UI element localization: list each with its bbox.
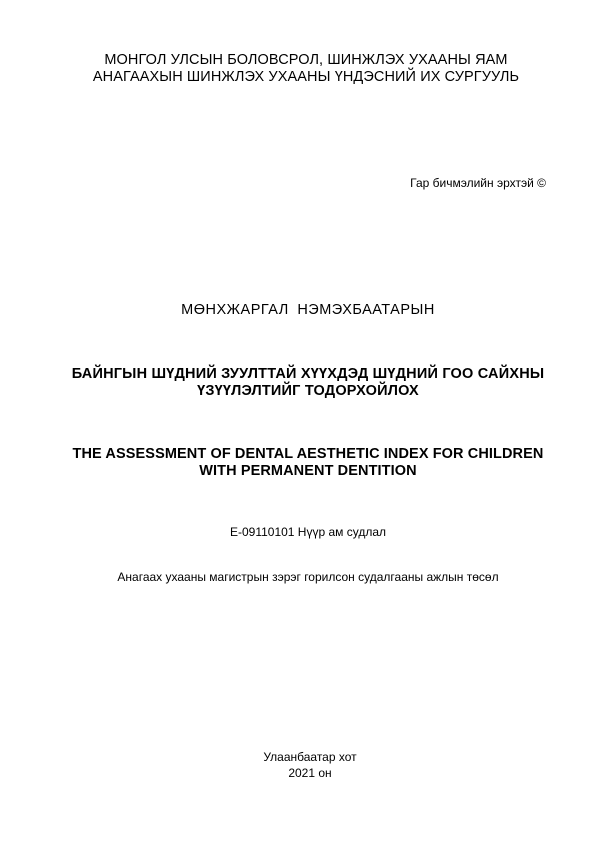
specialty-code: Е-09110101 Нүүр ам судлал	[229, 525, 387, 539]
copyright-notice: Гар бичмэлийн эрхтэй ©	[410, 176, 546, 190]
year: 2021 он	[288, 766, 332, 780]
institution-line-2: АНАГААХЫН ШИНЖЛЭХ УХААНЫ ҮНДЭСНИЙ ИХ СУРГУУЛЬ	[92, 69, 520, 85]
institution-line-1: МОНГОЛ УЛСЫН БОЛОВСРОЛ, ШИНЖЛЭХ УХААНЫ ЯАМ	[104, 52, 508, 68]
title-mongolian-line-1: БАЙНГЫН ШҮДНИЙ ЗУУЛТТАЙ ХҮҮХДЭД ШҮДНИЙ ГОО САЙХНЫ	[71, 366, 545, 382]
degree-statement: Анагаах ухааны магистрын зэрэг горилсон судалгааны ажлын төсөл	[117, 570, 499, 584]
title-english-line-2: WITH PERMANENT DENTITION	[199, 463, 417, 479]
title-english-line-1: THE ASSESSMENT OF DENTAL AESTHETIC INDEX FOR CHILDREN	[72, 446, 544, 462]
city: Улаанбаатар хот	[263, 750, 357, 764]
title-mongolian-line-2: ҮЗҮҮЛЭЛТИЙГ ТОДОРХОЙЛОХ	[197, 383, 419, 399]
author-name: МӨНХЖАРГАЛ НЭМЭХБААТАРЫН	[181, 302, 435, 318]
